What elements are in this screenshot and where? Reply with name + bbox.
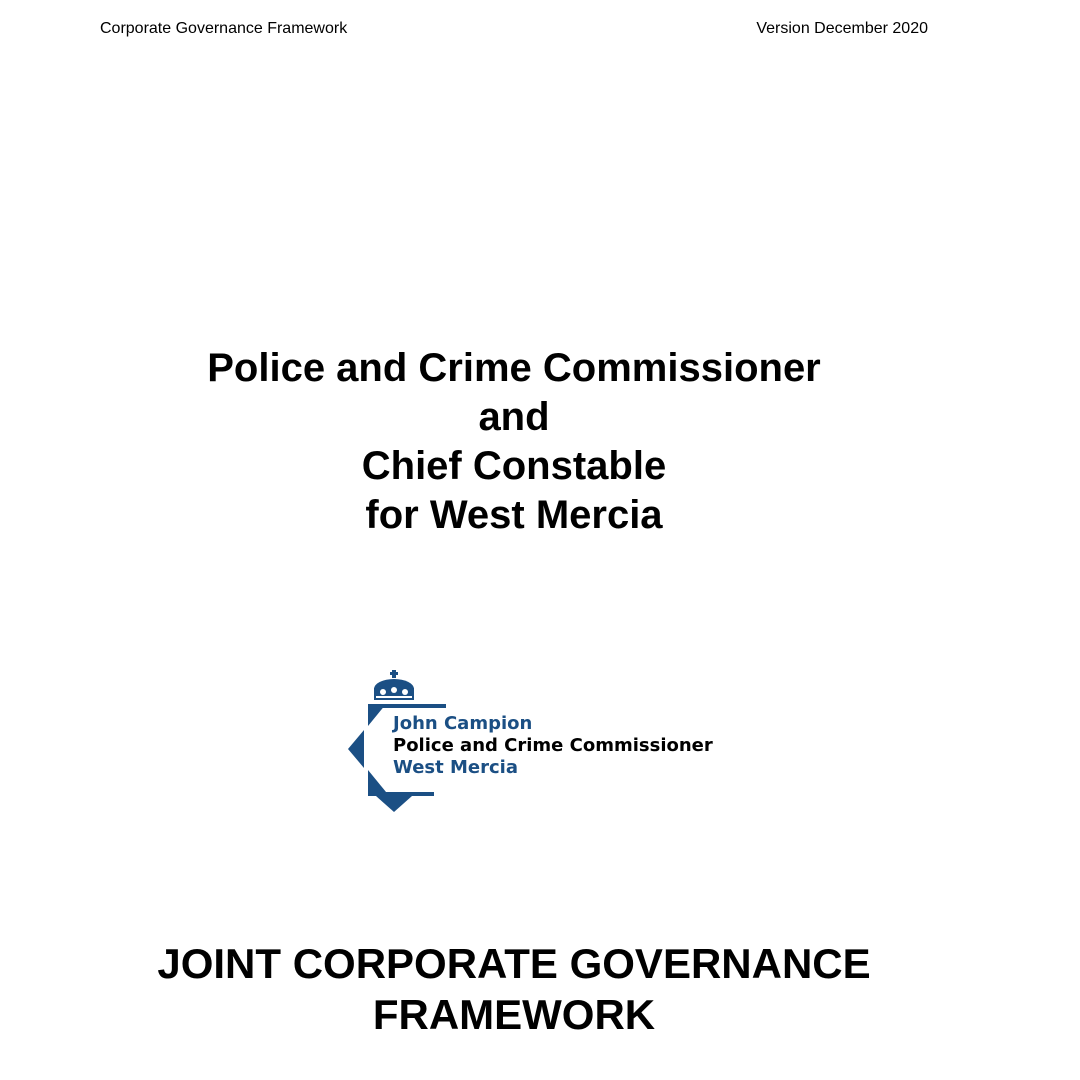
logo-area: West Mercia bbox=[393, 757, 518, 778]
title-line: and bbox=[478, 395, 550, 439]
title-line: Chief Constable bbox=[361, 444, 667, 488]
heading-line: FRAMEWORK bbox=[372, 991, 656, 1038]
title-line: Police and Crime Commissioner bbox=[207, 346, 821, 390]
pcc-logo bbox=[346, 666, 726, 814]
document-title bbox=[0, 344, 1028, 540]
title-line: for West Mercia bbox=[365, 493, 663, 537]
logo-role: Police and Crime Commissioner bbox=[393, 735, 713, 756]
logo-name: John Campion bbox=[393, 713, 533, 734]
framework-heading bbox=[0, 938, 1028, 1040]
heading-line: JOINT CORPORATE GOVERNANCE bbox=[157, 940, 871, 987]
page-header-left: Corporate Governance Framework bbox=[100, 20, 348, 37]
page-header-right: Version December 2020 bbox=[756, 20, 928, 37]
